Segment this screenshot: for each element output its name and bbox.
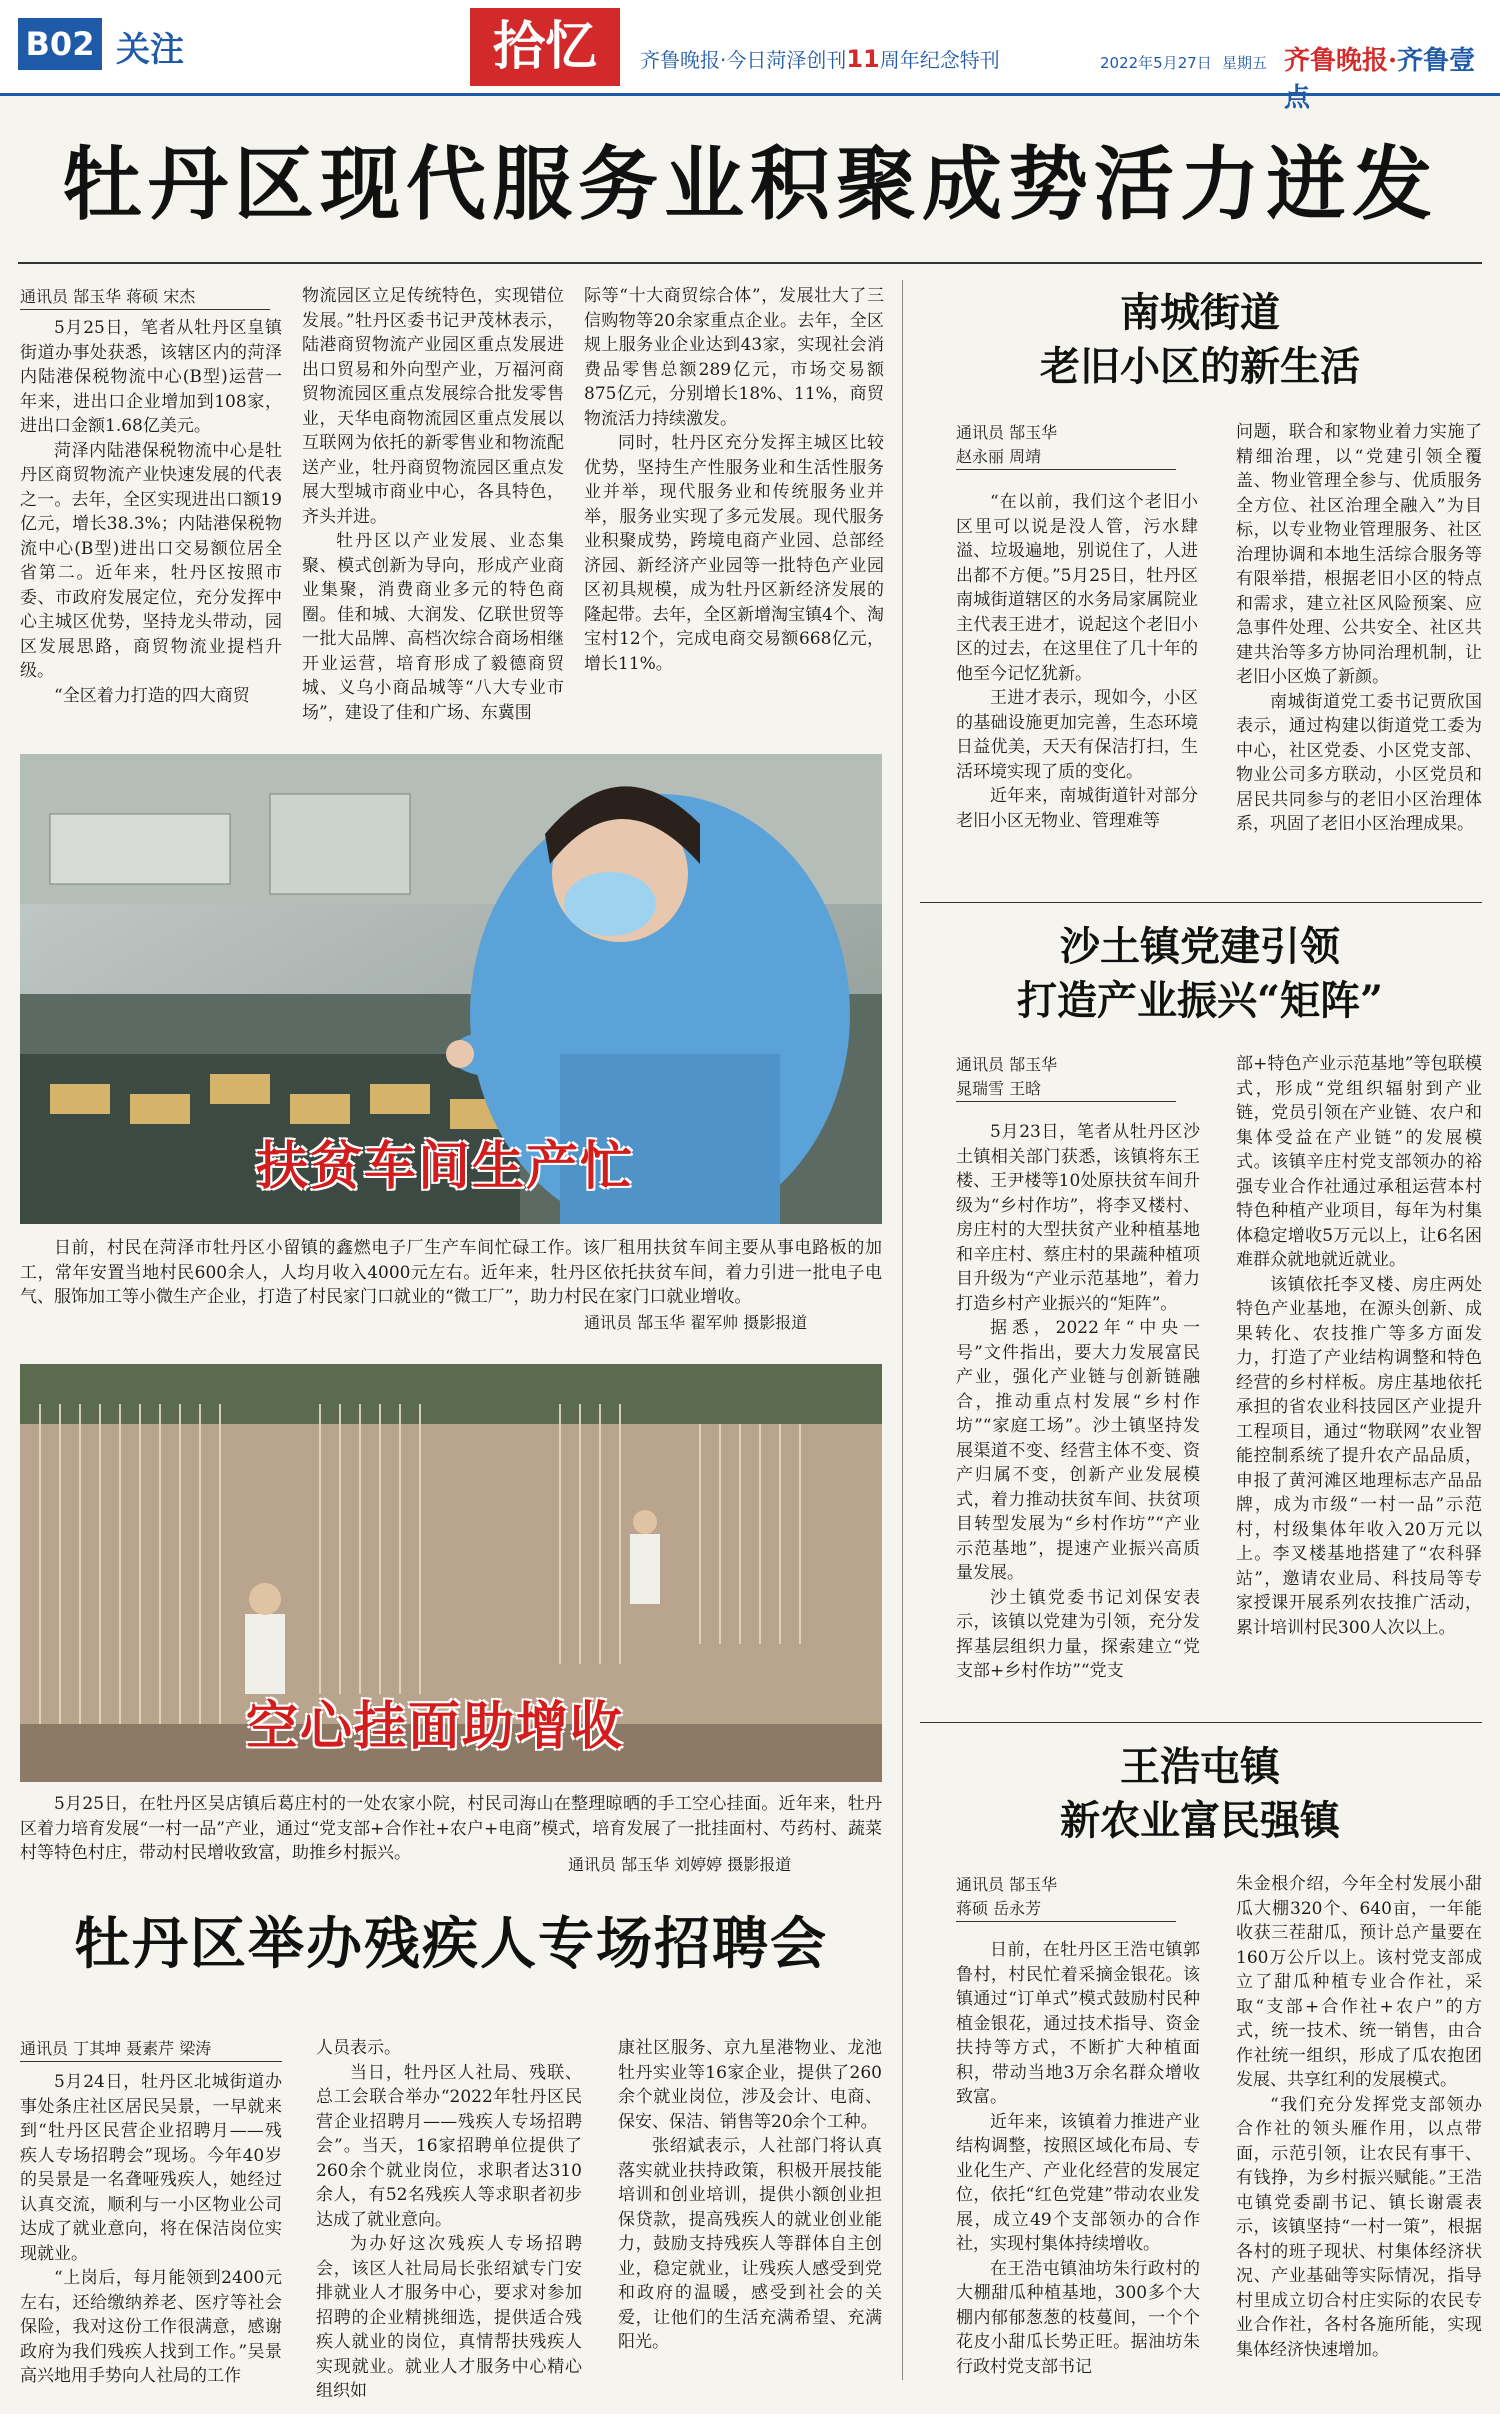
brand-title: 拾忆 (470, 8, 620, 86)
paragraph: 人员表示。 (316, 2038, 401, 2058)
photo1-caption (20, 1236, 882, 1310)
issue-date: 2022年5月27日 (1100, 54, 1212, 72)
paragraph: 王进才表示，现如今，小区的基础设施更加完善，生态环境日益优美，天天有保洁打扫，生活环境实现了质的变化。 (956, 688, 1198, 782)
shatu-title-line-2: 打造产业振兴“矩阵” (1016, 977, 1383, 1024)
nancheng-byline-1: 通讯员 郜玉华 (956, 423, 1058, 442)
paragraph: 问题，联合和家物业着力实施了精细治理，以“党建引领全覆盖、物业管理全参与、优质服务全方位、社区治理全融入”为目标，以专业物业管理服务、社区治理协调和本地生活综合服务等有限举措，根据老旧小区的特点和需求，建立社区风险预案、应急事件处理、公共安全、社区共建共治等多方协同治理机制，让老旧小区焕了新颜。 (1236, 422, 1482, 687)
nancheng-col-2 (1236, 420, 1482, 837)
newspaper-logo (1284, 40, 1500, 114)
nancheng-col-1 (956, 490, 1198, 833)
paragraph: “我们充分发挥党支部领办合作社的领头雁作用，以点带面，示范引领，让农民有事干、有钱挣，为乡村振兴赋能。”王浩屯镇党委副书记、镇长谢震表示，该镇坚持“一村一策”，根据各村的班子现状、村集体经济状况、产业基础等实际情况，指导村里成立切合村庄实际的农民专业合作社，各村各施所能，实现集体经济快速增加。 (1236, 2094, 1482, 2360)
paragraph: 5月23日，笔者从牡丹区沙土镇相关部门获悉，该镇将东王楼、王尹楼等10处原扶贫车间升级为“乡村作坊”，将李叉楼村、房庄村的大型扶贫产业种植基地和辛庄村、蔡庄村的果蔬种植项目升级为“产业示范基地”，着力打造乡村产业振兴的“矩阵”。 (956, 1122, 1200, 1314)
anniversary-number: 11 (846, 45, 880, 73)
main-col-2 (302, 284, 564, 725)
paragraph: 近年来，该镇着力推进产业结构调整，按照区域化布局、专业化生产、产业化经营的发展定位，依托“红色党建”带动农业发展，成立49个支部领办的合作社，实现村集体持续增收。 (956, 2111, 1200, 2254)
caption-text: 日前，村民在菏泽市牡丹区小留镇的鑫燃电子厂生产车间忙碌工作。该厂租用扶贫车间主要从事电路板的加工，常年安置当地村民600余人，人均月收入4000元左右。近年来，牡丹区依托扶贫车间，着力引进一批电子电气、服饰加工等小微生产企业，打造了村民家门口就业的“微工厂”，助力村民在家门口就业增收。 (20, 1238, 882, 1307)
wanghao-title-line-2: 新农业富民强镇 (1060, 1797, 1340, 1844)
paragraph: 沙土镇党委书记刘保安表示，该镇以党建为引领，充分发挥基层组织力量，探索建立“党支部+乡村作坊”“党支 (956, 1587, 1200, 1681)
disabled-col-3 (618, 2036, 882, 2355)
paragraph: “上岗后，每月能领到2400元左右，还给缴纳养老、医疗等社会保险，我对这份工作很满意，感谢政府为我们残疾人找到工作。”吴景高兴地用手势向人社局的工作 (20, 2268, 282, 2386)
photo2-title: 空心挂面助增收 (246, 1696, 625, 1757)
logo-part-b: 齐鲁壹点 (1284, 46, 1476, 113)
paragraph: 同时，牡丹区充分发挥主城区比较优势，坚持生产性服务业和生活性服务业并举，现代服务业和传统服务业并举，服务业实现了多元发展。现代服务业积聚成势，跨境电商产业园、总部经济园、新经济产业园等一批特色产业园区初具规模，成为牡丹区新经济发展的隆起带。去年，全区新增淘宝镇4个、淘宝村12个，完成电商交易额668亿元，增长11%。 (584, 433, 884, 674)
nancheng-byline-2: 赵永丽 周靖 (956, 444, 1176, 470)
disabled-col-1 (20, 2070, 282, 2389)
section-rule (920, 902, 1482, 903)
main-byline: 通讯员 郜玉华 蒋硕 宋杰 (20, 284, 270, 310)
page-header (0, 0, 1500, 113)
issue-weekday: 星期五 (1222, 54, 1268, 72)
paragraph: 张绍斌表示，人社部门将认真落实就业扶持政策，积极开展技能培训和创业培训，提供小额创业担保贷款，提高残疾人的就业创业能力，鼓励支持残疾人等群体自主创业，稳定就业，让残疾人感受到党和政府的温暖，感受到社会的关爱，让他们的生活充满希望、充满阳光。 (618, 2136, 882, 2352)
paragraph: 南城街道党工委书记贾欣国表示，通过构建以街道党工委为中心，社区党委、小区党支部、物业公司多方联动，小区党员和居民共同参与的老旧小区治理体系，巩固了老旧小区治理成果。 (1236, 691, 1482, 834)
paragraph: 5月25日，笔者从牡丹区皇镇街道办事处获悉，该辖区内的菏泽内陆港保税物流中心(B型)运营一年来，进出口企业增加到108家，进出口金额1.68亿美元。 (20, 318, 282, 436)
photo-noodle-drying (20, 1364, 882, 1782)
wanghao-byline-2: 蒋硕 岳永芳 (956, 1896, 1176, 1922)
caption-text: 5月25日，在牡丹区吴店镇后葛庄村的一处农家小院，村民司海山在整理晾晒的手工空心挂面。近年来，牡丹区着力培育发展“一村一品”产业，通过“党支部+合作社+农户+电商”模式，培育发展了一批挂面村、芍药村、蔬菜村等特色村庄，带动村民增收致富，助推乡村振兴。 (20, 1794, 882, 1863)
disabled-fair-headline: 牡丹区举办残疾人专场招聘会 (74, 1911, 828, 1977)
shatu-title-line-1: 沙土镇党建引领 (1060, 923, 1340, 970)
paragraph: 在王浩屯镇油坊朱行政村的大棚甜瓜种植基地，300多个大棚内郁郁葱葱的枝蔓间，一个个花皮小甜瓜长势正旺。据油坊朱行政村党支部书记 (956, 2258, 1200, 2377)
paragraph: 际等“十大商贸综合体”，发展壮大了三信购物等20余家重点企业。去年，全区规上服务业企业达到43家，实现社会消费品零售总额289亿元，市场交易额875亿元，分别增长18%、11%，商贸物流活力持续激发。 (584, 286, 884, 429)
paragraph: 日前，在牡丹区王浩屯镇郭鲁村，村民忙着采摘金银花。该镇通过“订单式”模式鼓励村民种植金银花，通过技术指导、资金扶持等方式，不断扩大种植面积，带动当地3万余名群众增收致富。 (956, 1940, 1200, 2107)
shatu-col-2 (1236, 1052, 1482, 1640)
anniversary-line (640, 44, 1000, 73)
disabled-byline: 通讯员 丁其坤 聂素芹 梁涛 (20, 2036, 282, 2062)
column-divider (902, 280, 903, 2380)
wanghao-title (920, 1740, 1480, 1848)
paragraph: 部+特色产业示范基地”等包联模式，形成“党组织辐射到产业链，党员引领在产业链、农户和集体受益在产业链”的发展模式。该镇辛庄村党支部领办的裕强专业合作社通过承租运营本村特色种植产业项目，每年为村集体稳定增收5万元以上，让6名困难群众就地就近就业。 (1236, 1054, 1482, 1270)
anniversary-pre: 齐鲁晚报·今日菏泽创刊 (640, 48, 847, 72)
shatu-byline-1: 通讯员 郜玉华 (956, 1055, 1058, 1074)
paragraph: 康社区服务、京九星港物业、龙池牡丹实业等16家企业，提供了260余个就业岗位，涉及会计、电商、保安、保洁、销售等20余个工种。 (618, 2038, 882, 2132)
photo1-credit: 通讯员 郜玉华 翟军帅 摄影报道 (584, 1313, 808, 1332)
shatu-title (920, 920, 1480, 1028)
paragraph: 近年来，南城街道针对部分老旧小区无物业、管理难等 (956, 786, 1198, 831)
section-rule (920, 1722, 1482, 1723)
anniversary-post: 周年纪念特刊 (879, 48, 1000, 72)
main-headline: 牡丹区现代服务业积聚成势活力迸发 (62, 137, 1438, 231)
shatu-byline-2: 晁瑞雪 王晗 (956, 1076, 1176, 1102)
paragraph: 物流园区立足传统特色，实现错位发展。”牡丹区委书记尹茂林表示，陆港商贸物流产业园区重点发展进出口贸易和外向型产业，万福河商贸物流园区重点发展综合批发零售业，天华电商物流园区重点发展以互联网为依托的新零售业和物流配送产业，牡丹商贸物流园区重点发展大型城市商业中心，各具特色，齐头并进。 (302, 286, 564, 527)
paragraph: 该镇依托李叉楼、房庄两处特色产业基地，在源头创新、成果转化、农技推广等多方面发力，打造了产业结构调整和特色经营的乡村样板。房庄基地依托承担的省农业科技园区产业提升工程项目，通过“物联网”农业智能控制系统了提升农产品品质，申报了黄河滩区地理标志产品品牌，成为市级“一村一品”示范村，村级集体年收入20万元以上。李叉楼基地搭建了“农科驿站”，邀请农业局、科技局等专家授课开展系列农技推广活动，累计培训村民300人次以上。 (1236, 1274, 1482, 1638)
paragraph: 为办好这次残疾人专场招聘会，该区人社局局长张绍斌专门安排就业人才服务中心，要求对参加招聘的企业精挑细选，提供适合残疾人就业的岗位，真情帮扶残疾人实现就业。就业人才服务中心精心组织如 (316, 2234, 582, 2401)
photo-factory-workshop (20, 754, 882, 1224)
nancheng-title-line-1: 南城街道 (1120, 289, 1280, 336)
page-number: B02 (18, 18, 102, 70)
photo1-title: 扶贫车间生产忙 (256, 1136, 635, 1197)
paragraph: “全区着力打造的四大商贸 (54, 685, 250, 706)
shatu-col-1 (956, 1120, 1200, 1684)
paragraph: 牡丹区以产业发展、业态集聚、模式创新为导向，形成产业商业集聚，消费商业多元的特色商圈。佳和城、大润发、亿联世贸等一批大品牌、高档次综合商场相继开业运营，培育形成了毅德商贸城、义乌小商品城等“八大专业市场”，建设了佳和广场、东冀围 (302, 531, 564, 723)
main-col-1 (20, 316, 282, 708)
wanghao-col-1 (956, 1938, 1200, 2379)
paragraph: “在以前，我们这个老旧小区里可以说是没人管，污水肆溢、垃圾遍地，别说住了，人进出都不方便。”5月25日，牡丹区南城街道辖区的水务局家属院业主代表王进才，说起这个老旧小区的过去，在这里住了几十年的他至今记忆犹新。 (956, 492, 1198, 684)
logo-part-a: 齐鲁晚报· (1284, 46, 1398, 76)
paragraph: 朱金根介绍，今年全村发展小甜瓜大棚320个、640亩，一年能收获三茬甜瓜，预计总产量要在160万公斤以上。该村党支部成立了甜瓜种植专业合作社，采取“支部+合作社+农户”的方式，统一技术、统一销售，由合作社统一组织，形成了瓜农抱团发展、共享红利的发展模式。 (1236, 1874, 1482, 2090)
disabled-col-2 (316, 2036, 582, 2404)
paragraph: 5月24日，牡丹区北城街道办事处条庄社区居民吴景，一早就来到“牡丹区民营企业招聘月——残疾人专场招聘会”现场。今年40岁的吴景是一名聋哑残疾人，她经过认真交流，顺利与一小区物业公司达成了就业意向，将在保洁岗位实现就业。 (20, 2072, 282, 2264)
headline-rule (18, 262, 1482, 264)
main-col-3 (584, 284, 884, 676)
section-name: 关注 (116, 30, 184, 70)
nancheng-title-line-2: 老旧小区的新生活 (1040, 343, 1360, 390)
wanghao-byline-1: 通讯员 郜玉华 (956, 1875, 1058, 1894)
nancheng-title (920, 286, 1480, 394)
paragraph: 据悉，2022年“中央一号”文件指出，要大力发展富民产业，强化产业链与创新链融合，推动重点村发展“乡村作坊”“家庭工场”。沙土镇坚持发展渠道不变、经营主体不变、资产归属不变，创新产业发展模式，着力推动扶贫车间、扶贫项目转型发展为“乡村作坊”“产业示范基地”，提速产业振兴高质量发展。 (956, 1318, 1200, 1583)
paragraph: 当日，牡丹区人社局、残联、总工会联合举办“2022年牡丹区民营企业招聘月——残疾人专场招聘会”。当天，16家招聘单位提供了260余个就业岗位，求职者达310余人，有52名残疾人等求职者初步达成了就业意向。 (316, 2062, 582, 2230)
paragraph: 菏泽内陆港保税物流中心是牡丹区商贸物流产业快速发展的代表之一。去年，全区实现进出口额19亿元，增长38.3%；内陆港保税物流中心(B型)进出口交易额位居全省第二。近年来，牡丹区按照市委、市政府发展定位，充分发挥中心主城区优势，坚持龙头带动，园区发展思路，商贸物流业提档升级。 (20, 440, 282, 681)
photo2-credit: 通讯员 郜玉华 刘婷婷 摄影报道 (568, 1855, 792, 1874)
wanghao-title-line-1: 王浩屯镇 (1120, 1743, 1280, 1790)
wanghao-col-2 (1236, 1872, 1482, 2362)
